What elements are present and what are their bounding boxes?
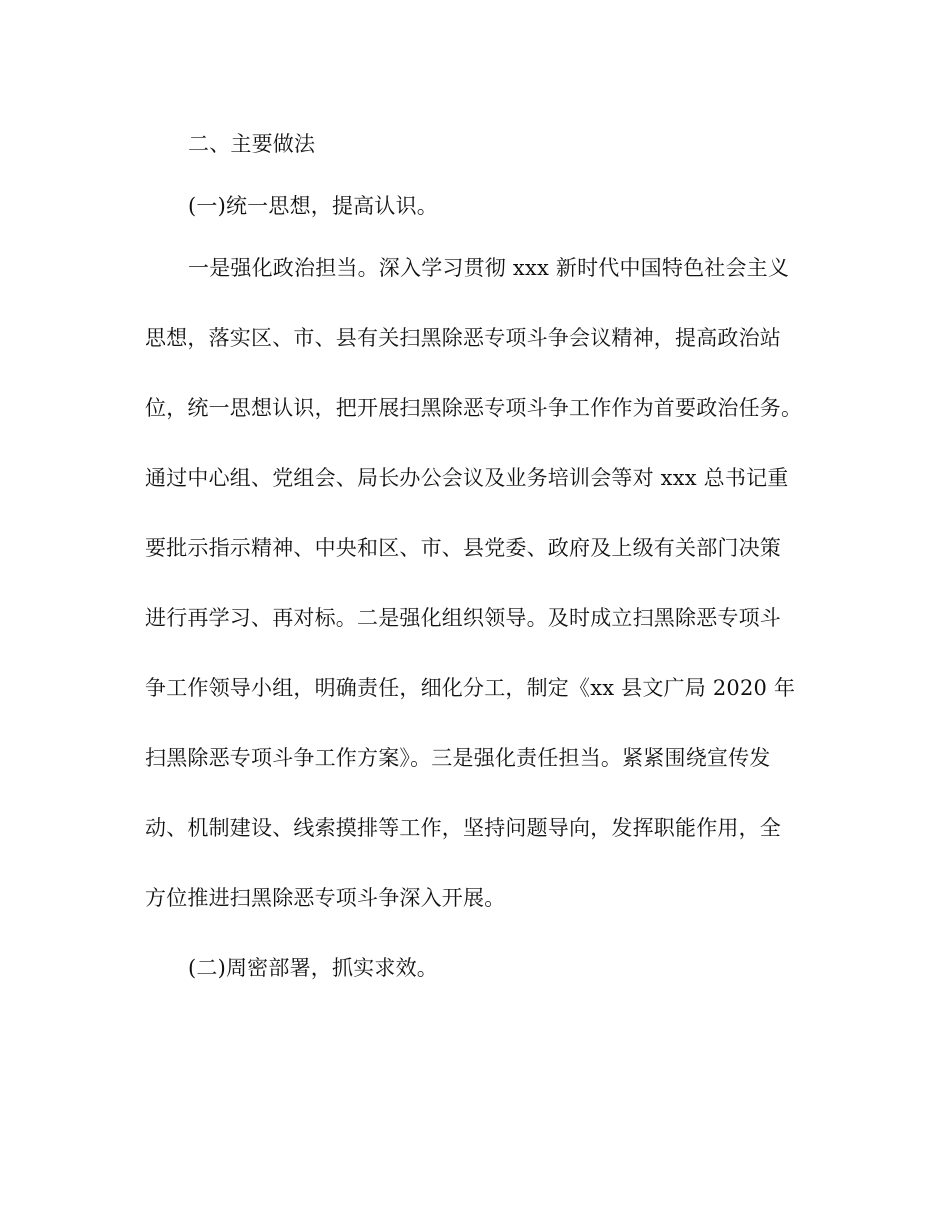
paragraph-line: 要批示指示精神、中央和区、市、县党委、政府及上级有关部门决策 <box>145 536 781 560</box>
paragraph-line: 动、机制建设、线索摸排等工作，坚持问题导向，发挥职能作用，全 <box>145 816 781 840</box>
paragraph-line: 争工作领导小组，明确责任，细化分工，制定《xx 县文广局 2020 年 <box>145 676 796 700</box>
paragraph-line: 位，统一思想认识，把开展扫黑除恶专项斗争工作作为首要政治任务。 <box>145 396 803 420</box>
paragraph-line: 进行再学习、再对标。二是强化组织领导。及时成立扫黑除恶专项斗 <box>145 606 781 630</box>
paragraph-line: 一是强化政治担当。深入学习贯彻 xxx 新时代中国特色社会主义 <box>188 256 790 280</box>
paragraph-line: 扫黑除恶专项斗争工作方案》。三是强化责任担当。紧紧围绕宣传发 <box>145 746 771 770</box>
paragraph-line: 方位推进扫黑除恶专项斗争深入开展。 <box>145 886 506 910</box>
subsection-heading: (二)周密部署，抓实求效。 <box>188 956 438 980</box>
section-heading: 二、主要做法 <box>188 132 316 156</box>
paragraph-line: 通过中心组、党组会、局长办公会议及业务培训会等对 xxx 总书记重 <box>145 466 789 490</box>
paragraph-line: 思想，落实区、市、县有关扫黑除恶专项斗争会议精神，提高政治站 <box>145 326 781 350</box>
subsection-heading: (一)统一思想，提高认识。 <box>188 194 438 218</box>
